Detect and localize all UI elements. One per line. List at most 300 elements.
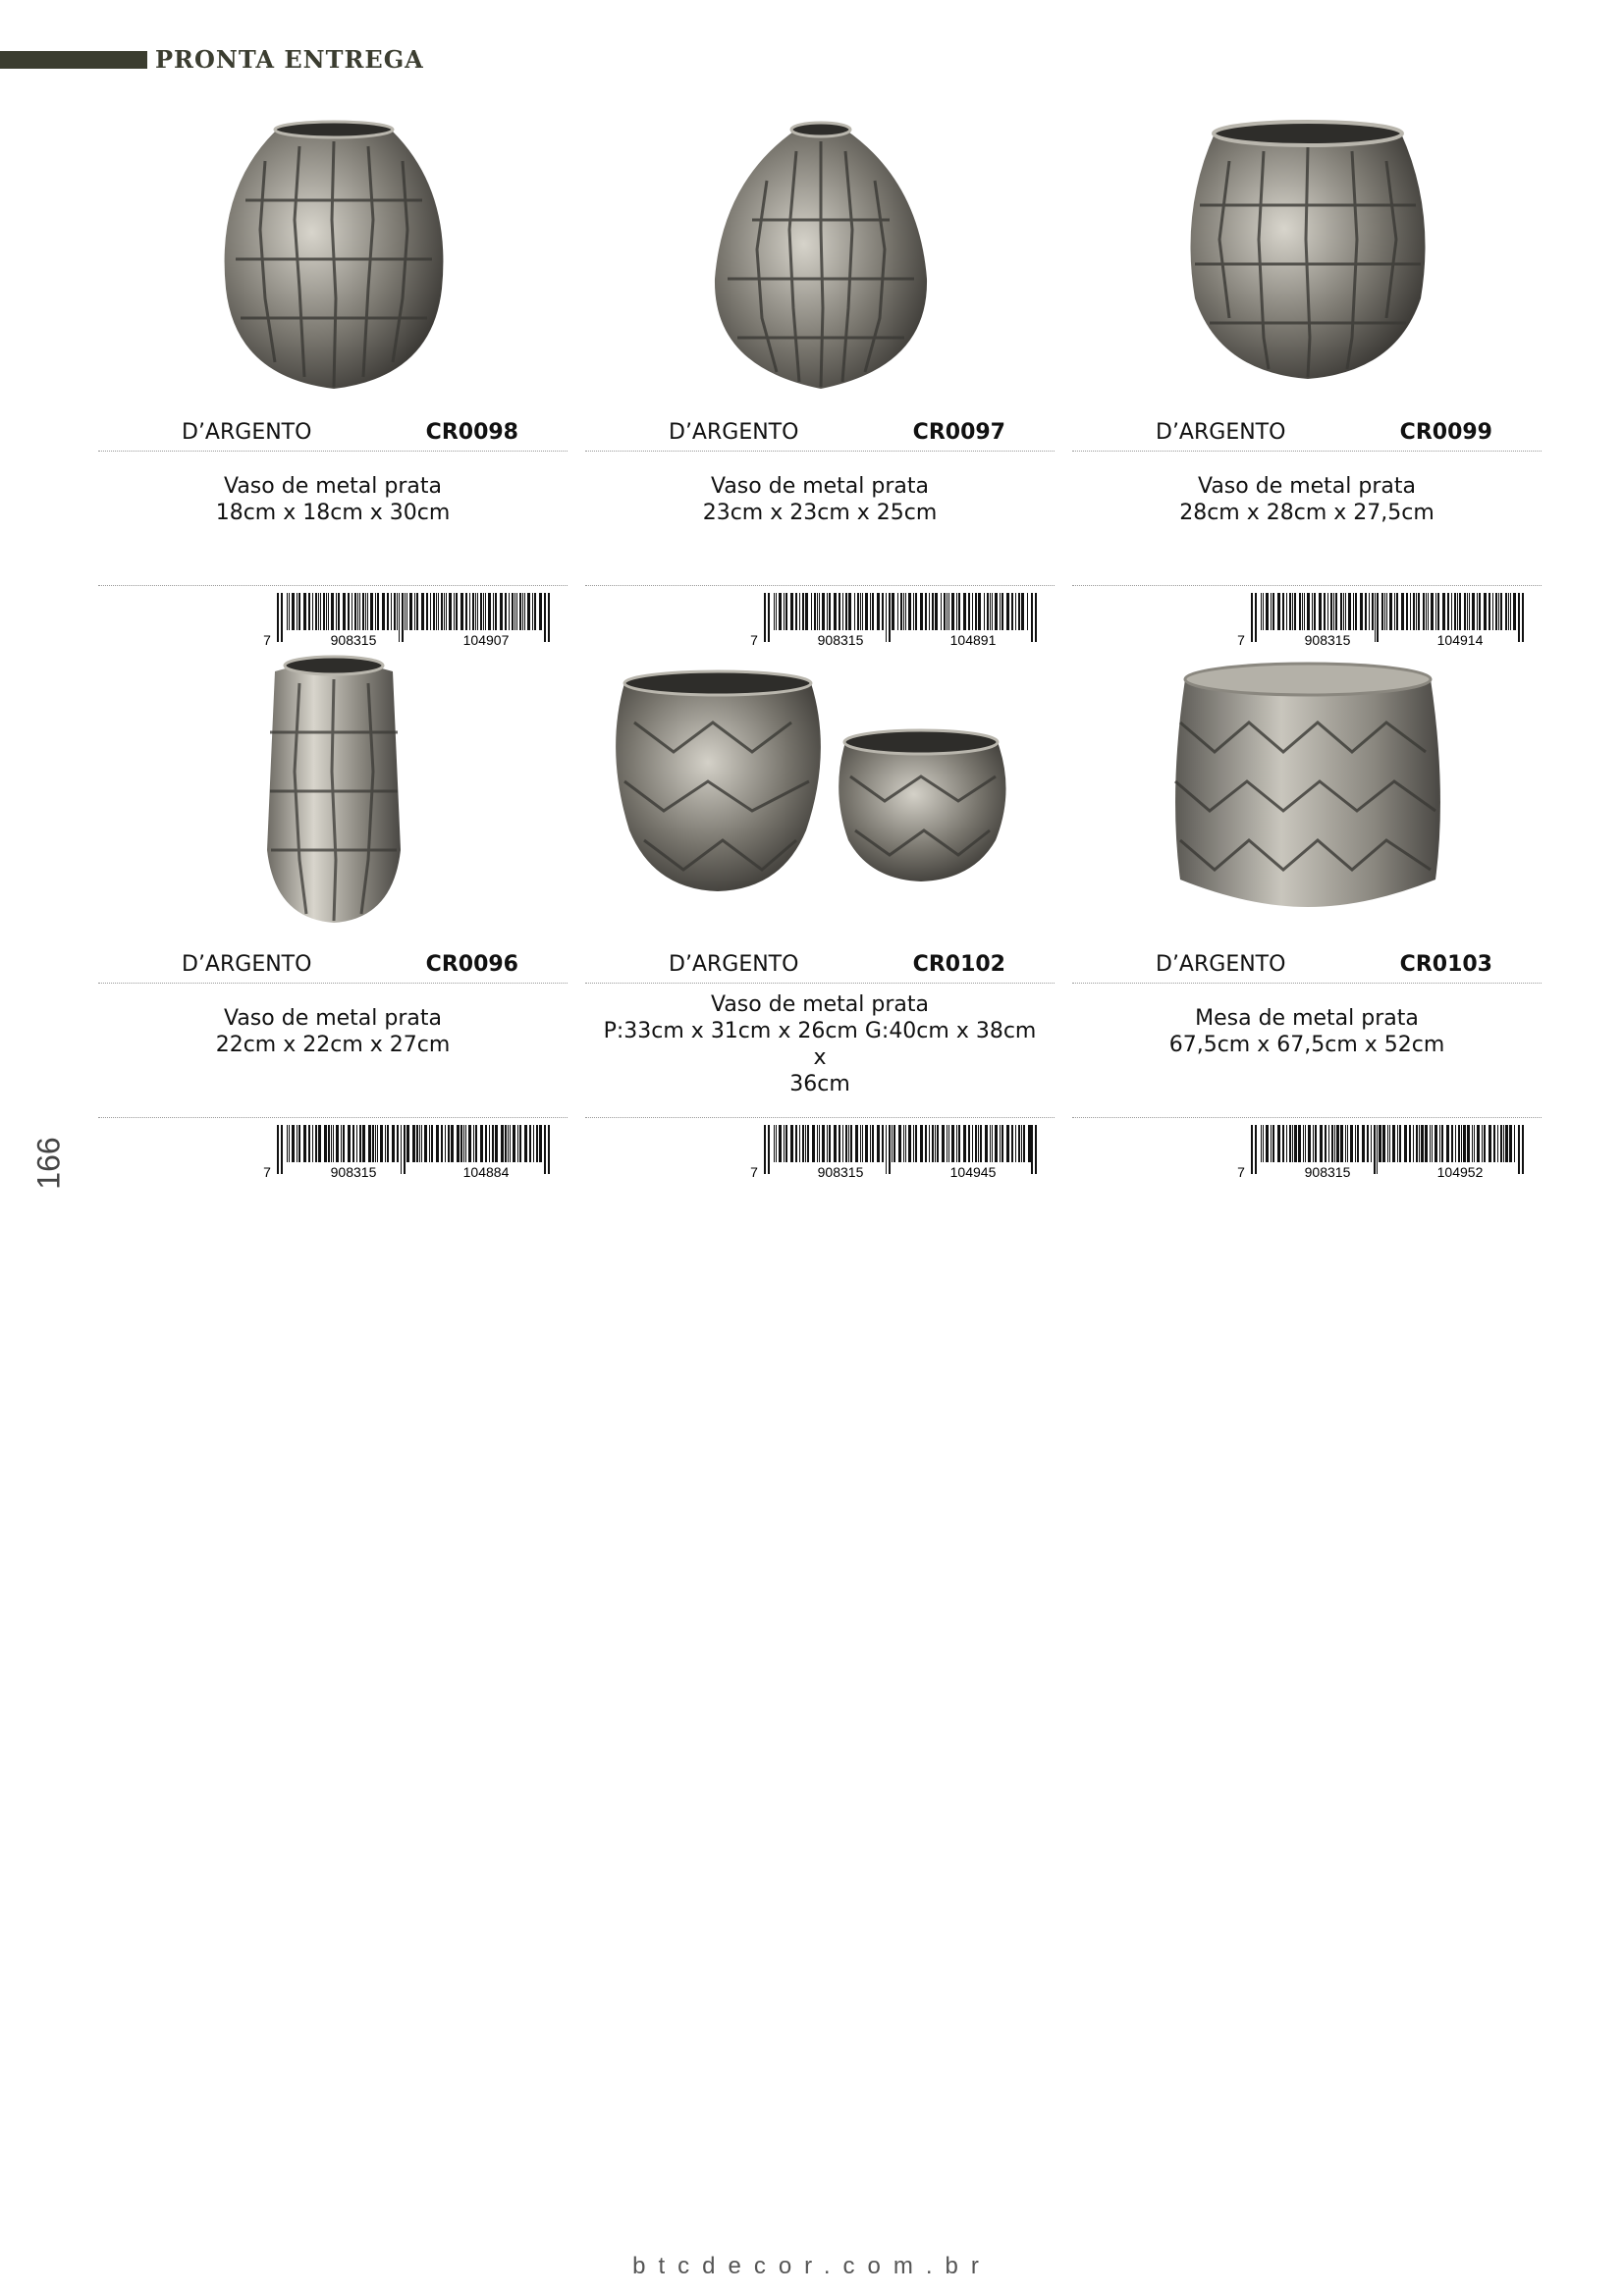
barcode-bar <box>331 1125 332 1162</box>
barcode-bar <box>1251 593 1253 642</box>
barcode-bar <box>812 1125 815 1162</box>
barcode-bar <box>1021 593 1024 630</box>
barcode-bar <box>517 1125 518 1162</box>
barcode-bar <box>1500 593 1502 630</box>
product-card[interactable] <box>585 644 1055 1194</box>
barcode-bar <box>799 1125 800 1162</box>
barcode-bar <box>539 1125 542 1162</box>
product-brand: D’ARGENTO <box>1156 420 1286 445</box>
barcode-bar <box>1484 593 1487 630</box>
barcode-bar <box>298 593 300 630</box>
barcode-bar <box>1312 593 1313 630</box>
barcode-bar <box>318 593 319 630</box>
product-card[interactable] <box>98 112 568 662</box>
barcode-bar <box>1397 1125 1398 1162</box>
barcode-bar <box>1271 1125 1272 1162</box>
barcode-bar <box>483 593 484 630</box>
barcode-bar <box>790 1125 793 1162</box>
barcode-bar <box>1355 1125 1356 1162</box>
barcode-bar <box>370 593 373 630</box>
barcode-bar <box>338 593 340 630</box>
barcode-bar <box>817 1125 818 1162</box>
barcode-bar <box>1345 1125 1346 1162</box>
barcode-bar <box>451 1125 454 1162</box>
barcode-bar <box>963 1125 966 1162</box>
barcode-bar <box>375 593 376 630</box>
barcode-bar <box>297 1125 298 1162</box>
barcode-bar <box>929 1125 930 1162</box>
barcode-bar <box>1251 1125 1253 1174</box>
product-name: Vaso de metal prata <box>223 1006 442 1031</box>
barcode-bar <box>1477 1125 1480 1162</box>
barcode-bar <box>799 593 800 630</box>
barcode-bar <box>990 1125 991 1162</box>
barcode-bar <box>1399 1125 1401 1162</box>
barcode-bar <box>807 1125 809 1162</box>
barcode-bar <box>328 1125 330 1162</box>
barcode <box>742 1123 1056 1180</box>
barcode-bar <box>980 1125 982 1162</box>
barcode-bar <box>1298 1125 1301 1162</box>
barcode-bar <box>1522 1125 1524 1174</box>
barcode-bar <box>929 593 930 630</box>
barcode-bar <box>1343 593 1344 630</box>
product-brand: D’ARGENTO <box>669 420 799 445</box>
barcode-bar <box>1027 593 1028 630</box>
barcode-bar <box>501 1125 504 1162</box>
barcode-bar <box>436 1125 439 1162</box>
barcode-bar <box>343 1125 345 1162</box>
barcode-bar <box>785 1125 787 1162</box>
product-dimensions: 23cm x 23cm x 25cm <box>702 501 938 525</box>
barcode-bar <box>968 593 970 630</box>
divider <box>585 585 1055 586</box>
barcode-bar <box>1441 1125 1443 1162</box>
barcode-bar <box>958 1125 960 1162</box>
divider <box>585 983 1055 984</box>
barcode-bar <box>1302 593 1303 630</box>
barcode-bar <box>348 593 350 630</box>
barcode-bar <box>1324 593 1326 630</box>
barcode-bar <box>1372 593 1374 630</box>
barcode-bar <box>489 1125 490 1162</box>
barcode-bar <box>784 1125 785 1162</box>
barcode-bar <box>409 593 412 630</box>
barcode-bar <box>1467 593 1468 630</box>
barcode-bar <box>968 1125 970 1162</box>
barcode-bar <box>1035 593 1037 642</box>
barcode-left-digits: 908315 <box>1304 632 1351 648</box>
barcode-bar <box>510 1125 511 1162</box>
barcode-bar <box>448 1125 450 1162</box>
barcode-bar <box>1006 1125 1009 1162</box>
product-description <box>108 473 558 526</box>
barcode-bar <box>362 1125 365 1162</box>
barcode-bar <box>1389 1125 1390 1162</box>
barcode-bar <box>854 593 855 630</box>
divider <box>1072 983 1542 984</box>
barcode-bar <box>948 593 949 630</box>
barcode-bar <box>822 1125 825 1162</box>
barcode-bar <box>1469 593 1470 630</box>
barcode-bar <box>1419 1125 1420 1162</box>
barcode-bar <box>416 1125 418 1162</box>
barcode-bar <box>480 1125 483 1162</box>
barcode-bar <box>315 1125 317 1162</box>
barcode-bar <box>872 593 874 630</box>
barcode-bar <box>292 1125 295 1162</box>
divider <box>585 451 1055 452</box>
barcode-bar <box>1263 593 1264 630</box>
barcode-bar <box>882 1125 884 1162</box>
barcode-bar <box>1314 593 1316 630</box>
barcode-bar <box>1015 1125 1016 1162</box>
barcode-bar <box>365 593 366 630</box>
product-card[interactable] <box>98 644 568 1194</box>
barcode-bar <box>1031 593 1033 642</box>
barcode-bar <box>1413 1125 1414 1162</box>
footer-website: btcdecor.com.br <box>632 2253 992 2279</box>
barcode-bar <box>992 593 993 630</box>
barcode-bar <box>1305 1125 1306 1162</box>
barcode-bar <box>850 1125 852 1162</box>
barcode-bar <box>1447 593 1449 630</box>
barcode-bar <box>382 593 385 630</box>
barcode-bar <box>1489 593 1490 630</box>
barcode-bar <box>1421 1125 1424 1162</box>
barcode-bar <box>805 1125 806 1162</box>
product-code: CR0097 <box>912 420 1005 445</box>
barcode-bar <box>1327 593 1328 630</box>
barcode-bar <box>289 1125 290 1162</box>
barcode-bar <box>404 1125 406 1174</box>
barcode-bar <box>1315 1125 1317 1162</box>
barcode-bar <box>367 593 368 630</box>
barcode-bar <box>785 593 787 630</box>
barcode-bar <box>1497 1125 1498 1162</box>
barcode-bar <box>1484 1125 1486 1162</box>
barcode-bar <box>1416 593 1417 630</box>
barcode-bar <box>1328 1125 1329 1162</box>
barcode-bar <box>397 593 398 630</box>
barcode-bar <box>324 1125 327 1162</box>
barcode-bar <box>485 1125 487 1162</box>
barcode-bar <box>1018 593 1020 630</box>
barcode-bar <box>862 593 863 630</box>
vase-icon <box>585 112 1055 406</box>
barcode-bar <box>495 593 497 630</box>
divider <box>98 585 568 586</box>
product-card[interactable] <box>1072 112 1542 662</box>
barcode-bar <box>368 1125 371 1162</box>
barcode-lead: 7 <box>1237 1164 1245 1180</box>
barcode-bar <box>1404 1125 1407 1162</box>
barcode-bar <box>430 593 431 630</box>
product-brand: D’ARGENTO <box>669 952 799 977</box>
barcode-bar <box>1336 1125 1339 1162</box>
barcode-bar <box>892 1125 893 1162</box>
barcode-bar <box>1035 1125 1037 1174</box>
barcode-bar <box>387 593 389 630</box>
barcode-bar <box>1493 1125 1495 1162</box>
barcode-bar <box>774 593 775 630</box>
barcode-bar <box>848 1125 849 1162</box>
barcode-bar <box>1451 1125 1453 1162</box>
barcode-bar <box>764 1125 766 1174</box>
barcode-bar <box>544 593 546 642</box>
product-dimensions: 22cm x 22cm x 27cm <box>215 1033 451 1057</box>
barcode-bar <box>359 1125 361 1162</box>
barcode-bar <box>992 1125 993 1162</box>
barcode-bar <box>1362 1125 1365 1162</box>
barcode-bar <box>829 593 831 630</box>
barcode-bar <box>495 1125 498 1162</box>
barcode-bar <box>1294 1125 1297 1162</box>
barcode <box>1229 591 1543 648</box>
barcode-bar <box>882 593 884 630</box>
barcode-bar <box>460 593 463 630</box>
barcode-bar <box>985 1125 988 1162</box>
barcode <box>1229 1123 1543 1180</box>
barcode-bar <box>1340 1125 1343 1162</box>
barcode-bar <box>298 1125 300 1162</box>
barcode-bar <box>1498 593 1499 630</box>
barcode-bar <box>1518 593 1520 642</box>
barcode-bar <box>387 1125 389 1162</box>
barcode-bar <box>889 593 891 642</box>
barcode-bar <box>877 593 880 630</box>
barcode-bar <box>1477 593 1478 630</box>
vase-icon <box>98 112 568 406</box>
barcode-bar <box>1319 593 1322 630</box>
barcode-bar <box>1489 1125 1491 1162</box>
barcode-bar <box>385 1125 386 1162</box>
barcode-bar <box>905 593 906 630</box>
barcode-bar <box>948 1125 949 1162</box>
barcode-bar <box>1379 1125 1381 1162</box>
barcode-bar <box>834 593 837 630</box>
barcode-bar <box>460 1125 462 1162</box>
barcode-bar <box>514 593 515 630</box>
barcode-bar <box>1294 593 1296 630</box>
barcode-bar <box>505 1125 507 1162</box>
product-dimensions: P:33cm x 31cm x 26cm G:40cm x 38cm x <box>603 1019 1037 1070</box>
product-code: CR0102 <box>912 952 1005 977</box>
barcode-bar <box>377 593 379 630</box>
barcode-bar <box>1503 1125 1504 1162</box>
barcode-bar <box>1381 593 1383 630</box>
barcode-bar <box>1428 593 1429 630</box>
barcode-bar <box>475 593 476 630</box>
barcode-bar <box>441 1125 443 1162</box>
barcode-bar <box>320 593 321 630</box>
barcode-bar <box>819 1125 820 1162</box>
barcode-bar <box>1255 593 1257 642</box>
product-code: CR0098 <box>425 420 518 445</box>
barcode-bar <box>1423 593 1425 630</box>
barcode-bar <box>908 593 911 630</box>
barcode-bar <box>412 1125 415 1162</box>
product-dimensions-cont: 36cm <box>789 1072 850 1096</box>
barcode-bar <box>1272 1125 1274 1162</box>
barcode-bar <box>860 593 861 630</box>
barcode-bar <box>516 593 517 630</box>
barcode-bar <box>492 1125 494 1162</box>
barcode-bar <box>925 593 927 630</box>
barcode-left-digits: 908315 <box>817 1164 864 1180</box>
barcode-bar <box>477 593 478 630</box>
barcode-bar <box>1255 1125 1257 1174</box>
barcode-bar <box>1492 593 1493 630</box>
barcode-bar <box>975 1125 977 1162</box>
barcode-bar <box>1413 593 1415 630</box>
barcode-bar <box>1261 1125 1262 1162</box>
barcode-bar <box>877 1125 880 1162</box>
barcode-bar <box>1463 1125 1466 1162</box>
barcode-bar <box>764 593 766 642</box>
barcode-bar <box>1015 593 1016 630</box>
barcode-bar <box>352 1125 354 1162</box>
barcode-bar <box>456 593 458 630</box>
barcode-bar <box>872 1125 874 1162</box>
barcode-right-digits: 104884 <box>462 1164 510 1180</box>
barcode-bar <box>308 593 310 630</box>
barcode-bar <box>1500 1125 1502 1162</box>
barcode-bar <box>1303 1125 1304 1162</box>
barcode-bar <box>1011 593 1013 630</box>
barcode-bar <box>913 593 914 630</box>
barcode-bar <box>839 1125 840 1162</box>
barcode-bar <box>1426 593 1427 630</box>
barcode-bar <box>978 1125 979 1162</box>
tall-vase-icon <box>98 644 568 938</box>
barcode-bar <box>433 593 435 630</box>
barcode-bar <box>903 593 904 630</box>
barcode-bar <box>419 1125 420 1162</box>
divider <box>1072 451 1542 452</box>
barcode-left-digits: 908315 <box>330 632 377 648</box>
barcode-bar <box>1387 1125 1388 1162</box>
barcode-lead: 7 <box>750 632 758 648</box>
product-card[interactable] <box>1072 644 1542 1194</box>
product-dimensions: 28cm x 28cm x 27,5cm <box>1179 501 1435 525</box>
barcode-bar <box>862 1125 863 1162</box>
barcode-bar <box>454 593 455 630</box>
divider <box>98 1117 568 1118</box>
barcode-bar <box>341 1125 342 1162</box>
barcode-bar <box>1459 593 1461 630</box>
barcode-bar <box>1375 593 1376 642</box>
barcode-bar <box>941 593 942 630</box>
barcode <box>255 591 569 648</box>
barcode-bar <box>457 1125 460 1162</box>
barcode-bar <box>1292 593 1293 630</box>
barcode-bar <box>539 593 542 630</box>
product-brand: D’ARGENTO <box>182 952 312 977</box>
barcode-right-digits: 104907 <box>462 632 510 648</box>
header-bar <box>0 51 147 69</box>
barcode-bar <box>845 1125 847 1162</box>
barcode-bar <box>963 593 966 630</box>
barcode-bar <box>1510 593 1511 630</box>
product-code: CR0103 <box>1399 952 1492 977</box>
barcode-bar <box>333 1125 334 1162</box>
barcode-lead: 7 <box>263 632 271 648</box>
barcode-bar <box>932 1125 934 1162</box>
product-brand: D’ARGENTO <box>1156 952 1286 977</box>
barcode-bar <box>1389 593 1392 630</box>
barcode-bar <box>1435 593 1436 630</box>
barcode-bar <box>359 593 360 630</box>
barcode-right-digits: 104952 <box>1436 1164 1484 1180</box>
barcode-bar <box>394 593 396 630</box>
barcode-bar <box>308 1125 310 1162</box>
barcode-bar <box>774 1125 775 1162</box>
barcode-bar <box>1334 1125 1335 1162</box>
barcode-bar <box>1277 593 1280 630</box>
barcode-bar <box>944 593 946 630</box>
product-card[interactable] <box>585 112 1055 662</box>
barcode-bar <box>1365 593 1367 630</box>
barcode-bar <box>893 1125 895 1162</box>
barcode-bar <box>915 593 917 630</box>
barcode-bar <box>1437 593 1439 630</box>
barcode-bar <box>1367 1125 1369 1162</box>
barcode-bar <box>848 593 851 630</box>
barcode-bar <box>485 593 486 630</box>
barcode-bar <box>405 593 406 630</box>
barcode-bar <box>1282 1125 1284 1162</box>
barcode-bar <box>500 593 503 630</box>
barcode-bar <box>372 1125 374 1162</box>
barcode-bar <box>406 1125 409 1162</box>
barcode-bar <box>951 1125 954 1162</box>
barcode-bar <box>1394 593 1395 630</box>
barcode-bar <box>1350 1125 1353 1162</box>
barcode-bar <box>472 593 474 630</box>
product-name: Vaso de metal prata <box>1197 474 1416 499</box>
barcode-bar <box>903 1125 904 1162</box>
barcode-bar <box>1439 1125 1440 1162</box>
barcode-bar <box>817 593 818 630</box>
barcode-bar <box>1348 593 1351 630</box>
barcode-bar <box>1518 1125 1520 1174</box>
barcode-bar <box>406 593 407 630</box>
product-name: Vaso de metal prata <box>710 992 929 1017</box>
barcode-bar <box>444 593 445 630</box>
barcode-bar <box>1299 593 1301 630</box>
barcode-bar <box>1430 1125 1431 1162</box>
barcode-bar <box>315 593 317 630</box>
barcode-bar <box>1418 593 1420 630</box>
barcode-bar <box>1345 593 1346 630</box>
barcode-bar <box>920 1125 923 1162</box>
barcode-bar <box>529 1125 531 1162</box>
barcode-bar <box>287 593 288 630</box>
barcode-bar <box>397 1125 399 1162</box>
barcode-bar <box>1374 1125 1376 1174</box>
barcode-bar <box>822 593 825 630</box>
barcode-bar <box>512 593 514 630</box>
product-description <box>1082 1005 1532 1058</box>
barcode-bar <box>281 1125 283 1174</box>
barcode-bar <box>1347 1125 1348 1162</box>
barcode-bar <box>1028 1125 1031 1162</box>
barcode-bar <box>951 593 954 630</box>
barcode-bar <box>536 1125 538 1162</box>
barcode-bar <box>870 1125 871 1162</box>
barcode-bar <box>827 1125 828 1162</box>
